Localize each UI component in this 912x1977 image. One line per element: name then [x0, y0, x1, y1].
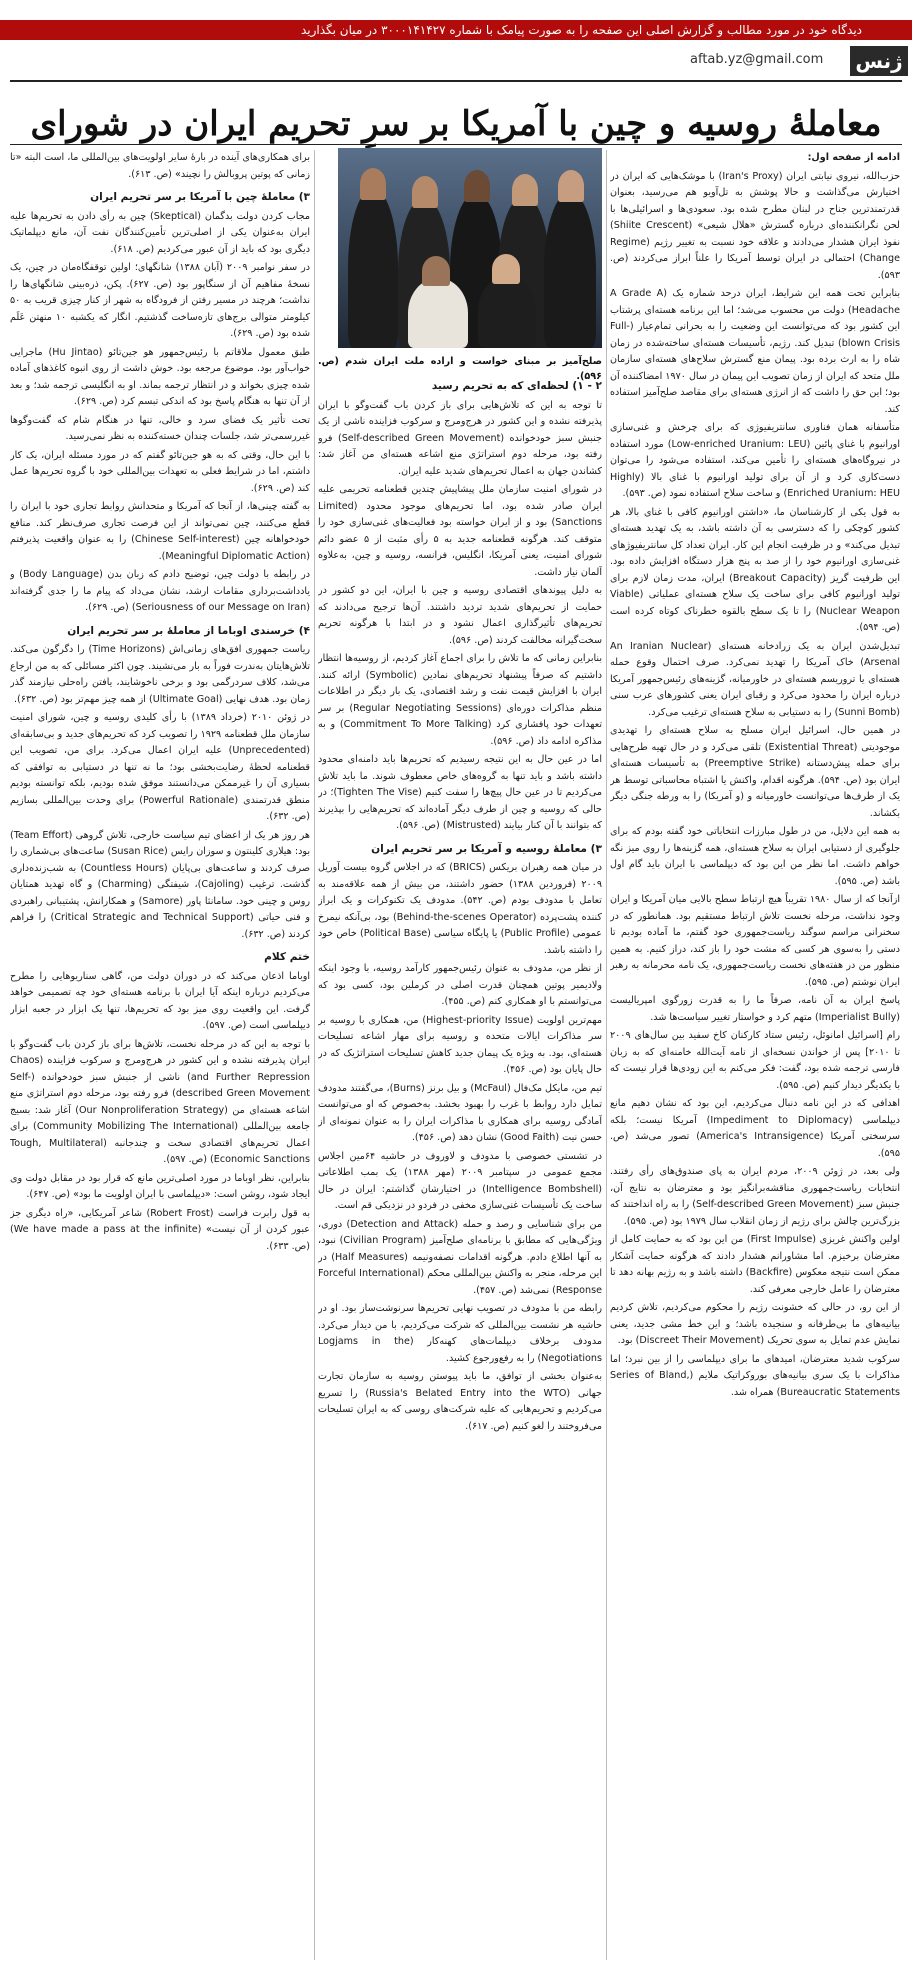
- paragraph: در همین حال، اسرائیل ایران مسلح به سلاح هسته‌ای را تهدیدی موجودیتی (Existential Threat) تلقی می‌کرد و در حال تهیه طرح‌هایی برای حمله پیش‌دستانه (Preemptive Strike) به تأسیسات هسته‌ای ایران بود (ص. ۵۹۴). هرگونه اقدام، واکنش یا اشتباه محاسباتی توسط هر یک از طرف‌ها می‌توانست خاورمیانه و (و آمریکا) را به ورطه جنگی دیگر بکشاند.: [610, 725, 900, 819]
- column-divider: [314, 150, 315, 1960]
- column-divider: [606, 150, 607, 1960]
- paragraph: مهم‌ترین اولویت (Highest-priority Issue) من، همکاری با روسیه بر سر مذاکرات ایالات متحده و روسیه برای مهار اشاعه تسلیحات هسته‌ای، بود. به ویژه یک پیمان جدید کاهش تسلیحات استراتژیک که در حال پایان بود (ص. ۴۵۶).: [318, 1014, 602, 1075]
- paragraph: در سفر نوامبر ۲۰۰۹ (آبان ۱۳۸۸) شانگهای؛ اولین توقفگاه‌مان در چین، یک نسخهٔ مفاهیم آن از سنگاپور بود (ص. ۶۲۷). پکن، ذره‌بینی شانگهای‌ها را نداشت؛ هرچند در مسیر رفتن از فرودگاه به شهر از کنار چیزی قریب به ۵۰ کیلومتر متوالی برج‌های تازه‌ساخت گذشتیم. انگار که یکشبه ۱۰ منهتن عَلَم شده بود (ص. ۶۲۹).: [10, 262, 310, 339]
- paragraph: با توجه به این که در مرحله نخست، تلاش‌ها برای باز کردن باب گفت‌وگو با ایران پذیرفته نشده و این کشور در هرج‌ومرج و سرکوب فزاینده (Chaos and Further Repression) ناشی از جنبش سبز خودخوانده (Self-described Green Movement) فرو رفته بود، مرحله دوم استراتژی منع اشاعه هسته‌ای من (Our Nonproliferation Strategy) آغاز شد: بسیج جامعه بین‌المللی (Community Mobilizing The International) برای اعمال تحریم‌های اقتصادی سخت و چندجانبه (Tough, Multilateral Economic Sanctions) (ص. ۵۹۷).: [10, 1038, 310, 1165]
- paragraph: به گفته چینی‌ها، از آنجا که آمریکا و متحدانش روابط تجاری خود با ایران را قطع می‌کنند، چین نمی‌تواند از این فرصت تجاری صرف‌نظر کند. منافع خودخواهانه چین (Chinese Self-interest) را به عنوان واقعیت پذیرفتم (Meaningful Diplomatic Action).: [10, 501, 310, 562]
- paragraph: بنابراین، نظر اوباما در مورد اصلی‌ترین مانع که قرار بود در مقابل دولت وی ایجاد شود، روشن است: «دیپلماسی با ایران اولویت ما بود» (ص. ۶۴۷).: [10, 1172, 310, 1200]
- paragraph: برای همکاری‌های آینده در بارهٔ سایر اولویت‌های بین‌المللی ما، است البته «تا زمانی که پوتین پروبالش را نچیند» (ص. ۶۱۳).: [10, 152, 310, 180]
- page-headline: معاملهٔ روسیه و چین با آمریکا بر سرِ تحریم ایران در شورای: [30, 104, 882, 144]
- paragraph: ولی بعد، در ژوئن ۲۰۰۹، مردم ایران به پای صندوق‌های رأی رفتند. انتخابات ریاست‌جمهوری مناقشه‌برانگیز بود و معترضان به نتایج آن، جنبش سبز (Self-described Green Movement) را به راه انداختند که بزرگ‌ترین چالش برای رژیم از زمان انقلاب سال ۱۹۷۹ بود (ص. ۵۹۵).: [610, 1166, 900, 1227]
- paragraph: به‌عنوان بخشی از توافق، ما باید پیوستن روسیه به سازمان تجارت جهانی (Russia's Belated Entry into the WTO) را تسریع می‌کردیم و تحریم‌هایی که علیه شرکت‌های روسی که به ایران تسلیحات می‌فروختند را لغو کنیم (ص. ۶۱۷).: [318, 1371, 602, 1432]
- paragraph: تحت تأثیر یک فضای سرد و خالی، تنها در هنگام شام که گفت‌وگوها غیررسمی‌تر شد، جلسات چندان خسته‌کننده به نظر نمی‌رسید.: [10, 414, 310, 442]
- paragraph: از این رو، در حالی که خشونت رژیم را محکوم می‌کردیم، تلاش کردیم بیانیه‌های ما بی‌طرفانه و سنجیده باشد؛ و این خط مشی جدید، یعنی نمایش عدم تمایل به سوی تحریک (Discreet Their Movement) بود.: [610, 1302, 900, 1346]
- paragraph: بنابراین زمانی که ما تلاش را برای اجماع آغاز کردیم، از روسیه‌ها انتظار داشتیم که صرفاً پیشنهاد تحریم‌های نمادین (Symbolic) ارائه کنند. ایران با افزایش قیمت نفت و رشد اقتصادی، یک بار دیگر در اطلاعات منظم مذاکرات دوره‌ای (Regular Negotiating Sessions) بر سر تعهدات خود پافشاری کرد (Commitment To More Talking) و به مذاکره ادامه داد (ص. ۵۹۶).: [318, 653, 602, 747]
- paragraph: به دلیل پیوندهای اقتصادی روسیه و چین با ایران، این دو کشور در حمایت از تحریم‌های شدید تردید داشتند. آن‌ها ترجیح می‌دادند که تحریم‌های تأثیرگذاری اعمال نشود و در ابتدا با هرگونه تحریم سخت‌گیرانه مخالفت کردند (ص. ۵۹۶).: [318, 585, 602, 646]
- paragraph: در ژوئن ۲۰۱۰ (خرداد ۱۳۸۹) با رأی کلیدی روسیه و چین، شورای امنیت سازمان ملل قطعنامه ۱۹۲۹ را تصویب کرد که تحریم‌های جدید و بی‌سابقه‌ای (Unprecedented) علیه ایران اعمال می‌کرد. برای من، تصویب این قطعنامه لحظهٔ رضایت‌بخشی بود؛ ما نه تنها در دستیابی به توافقی که بسیاری آن را غیرممکن می‌دانستند موفق شده بودیم، بلکه توانسته بودیم منطق قدرتمندی (Powerful Rationale) برای وحدت بین‌المللی بسازیم (ص. ۶۳۲).: [10, 712, 310, 822]
- sms-feedback-banner: [0, 20, 912, 40]
- paragraph: من برای شناسایی و رصد و حمله (Detection and Attack) دوری، ویژگی‌هایی که مطابق با برنامه‌ای صلح‌آمیز (Civilian Program) نبود، به آنها اطلاع دادم. هرگونه اقدامات نصفه‌ونیمه (Half Measures) در این مرحله، منجر به واکنش بین‌المللی محکم (Forceful International Response) نمی‌شد (ص. ۴۵۷).: [318, 1218, 602, 1296]
- paragraph: تیم من، مایکل مک‌فال (McFaul) و بیل برنز (Burns)، می‌گفتند مدودف تمایل دارد روابط با غرب را بهبود بخشد. به‌خصوص که او می‌توانست آمادگی روسیه برای همکاری با مذاکرات ایران را به عنوان نمونه‌ای از حسن نیت (Good Faith) نشان دهد (ص. ۴۵۶).: [318, 1082, 602, 1143]
- paragraph: به قول یکی از کارشناسان ما، «داشتن اورانیوم کافی با غنای بالا، هر کشور کوچکی را که دسترسی به آن داشته باشد، به یک تهدید هسته‌ای تبدیل می‌کند» و در ظرفیت انجام این کار. ایران تعداد کل سانتریفیوژهای غنی‌سازی اورانیوم خود را از صد به پنج هزار دستگاه افزایش داده بود. این ظرفیت گریز (Breakout Capacity) ایران، مدت زمان لازم برای تولید اورانیوم کافی برای ساخت یک سلاح هسته‌ای عملیاتی (Viable Nuclear Weapon) را تا یک سطح بالقوه خطرناک کوتاه کرده است (ص. ۵۹۴).: [610, 506, 900, 633]
- paragraph: اولین واکنش غریزی (First Impulse) من این بود که به حمایت کامل از معترضان برخیزم. اما مشاورانم هشدار دادند که هرگونه حمایت آشکار ممکن است نتیجه معکوس (Backfire) داشته باشد و به رژیم بهانه دهد تا معترضان را عامل خارجی معرفی کند.: [610, 1234, 900, 1295]
- paragraph: بنابراین تحت همه این شرایط، ایران درحد شماره یک (A Grade A Headache) دولت من محسوب می‌شد؛ اما این برنامه هسته‌ای پرشتاب این کشور بود که می‌توانست این وضعیت را به بحرانی تمام‌عیار (Full-blown Crisis) تبدیل کند. رژیم، تأسیسات هسته‌ای ساخته‌شده در زمان شاه را به ارث برده بود. پیمان منع گسترش سلاح‌های هسته‌ای سازمان ملل متحد که ایران از زمان تصویب این پیمان در سال ۱۹۷۰ امضاکننده آن بود؛ این حق را داشت که از انرژی هسته‌ای برای مقاصد صلح‌آمیز استفاده کند.: [610, 288, 900, 415]
- paragraph: از نظر من، مدودف به عنوان رئیس‌جمهور کارآمد روسیه، با وجود اینکه ولادیمیر پوتین همچنان قدرت اصلی در کرملین بود، کسی بود که می‌توانستم با او همکاری کنم (ص. ۴۵۵).: [318, 963, 602, 1007]
- photo-caption: صلح‌آمیز بر مبنای خواست و اراده ملت ایران شدم (ص. ۵۹۶).: [318, 356, 602, 382]
- paragraph: پاسخ ایران به آن نامه، صرفاً ما را به قدرت زورگوی امپریالیست (Imperialist Bully) متهم کرد و خواستار تغییر سیاست‌ها شد.: [610, 995, 900, 1023]
- section-heading: ۴) خرسندی اوباما از معاملهٔ بر سر تحریم ایران: [67, 624, 310, 637]
- headline-rule: [10, 144, 902, 145]
- section-tag: ژنس: [850, 46, 908, 76]
- header-rule: [10, 80, 902, 82]
- paragraph: مجاب کردن دولت بدگمان (Skeptical) چین به رأی دادن به تحریم‌ها علیه ایران به‌عنوان یکی از اصلی‌ترین تأمین‌کنندگان نفت آن، مانع دیپلماتیک دیگری بود که باید از آن عبور می‌کردیم (ص. ۶۱۸).: [10, 210, 310, 255]
- paragraph: حزب‌الله، نیروی نیابتی ایران (Iran's Proxy) با موشک‌هایی که ایران در اختیارش می‌گذاشت و حالا پوشش به تل‌آویو هم می‌رسید، بعنوان قدرتمندترین جناح در لبنان مطرح شده بود. سعودی‌ها و اسرائیلی‌ها با لحن نگرانکننده‌ای درباره گسترش «هلال شیعی» (Shiite Crescent) نفوذ ایران هشدار می‌دادند و علاقه خود نسبت به تغییر رژیم (Regime Change) احتمالی در ایران توسط آمریکا را علناً ابراز می‌کردند (ص. ۵۹۳).: [610, 170, 900, 281]
- paragraph: سرکوب شدید معترضان، امیدهای ما برای دیپلماسی را از بین نبرد؛ اما مذاکرات با یک سری بیانیه‌های بوروکراتیک ملایم (Series of Bland, Bureaucratic Statements) همراه شد.: [610, 1353, 900, 1398]
- continuation-note: ادامه از صفحه اول:: [807, 152, 900, 163]
- paragraph: رابطه من با مدودف در تصویب نهایی تحریم‌ها سرنوشت‌ساز بود. او در حاشیه هر نشست بین‌المللی که شرکت می‌کردیم، با من دیدار می‌کرد. مدودف برخلاف دیپلمات‌های کهنه‌کار (Logjams in the Negotiations) را به رفع‌ورجوع کشید.: [318, 1303, 602, 1364]
- paragraph: با این حال، وقتی که به هو جین‌تائو گفتم که در مورد مسئله ایران، یک کار داشتم، اما در شرایط فعلی به تعهدات بین‌المللی خود با گروه تحریم‌ها عمل کند (ص. ۶۲۹).: [10, 449, 310, 494]
- paragraph: ازآنجا که از سال ۱۹۸۰ تقریباً هیچ ارتباط سطح بالایی میان آمریکا و ایران وجود نداشت، مرحله نخست تلاش ارتباط مستقیم بود. همانطور که در سخنرانی مراسم سوگند ریاست‌جمهوری خود گفتم، ما آماده بودیم تا دستی را به‌سوی هر کسی که مشت خود را باز کند، دراز کنیم. به همین منظور من در هفته‌های نخست ریاست‌جمهوری، یک نامه محرمانه به رهبر ایران نوشتم (ص. ۵۹۵).: [610, 894, 900, 988]
- author-email: aftab.yz@gmail.com: [690, 52, 824, 67]
- paragraph: به قول رابرت فراست (Robert Frost) شاعر آمریکایی، «راه دیگری جز عبور کردن از آن نیست» (We have made a pass at the infinite) (ص. ۶۳۳).: [10, 1207, 310, 1252]
- paragraph: تبدیل‌شدن ایران به یک زرادخانه هسته‌ای (An Iranian Nuclear Arsenal) خاک آمریکا را تهدید نمی‌کرد. صرف احتمال وقوع حمله هسته‌ای یا تروریسم هسته‌ای در خاورمیانه، گزینه‌های رئیس‌جمهور آمریکا درباره ایران را محدود می‌کرد و رقبای ایران یعنی کشورهای عرب سنی (Sunni Bomb) را به دستیابی به سلاح هسته‌ای ترغیب می‌کرد.: [610, 640, 900, 718]
- paragraph: اوباما اذعان می‌کند که در دوران دولت من، گاهی سناریوهایی را مطرح می‌کردیم درباره اینکه آیا ایران با برنامه هسته‌ای خود چه تصمیمی خواهد گرفت. این واقعیت روی میز بود که تحریم‌ها، تنها یک ابزار در جعبه ابزار دیپلماسی است (ص. ۵۹۷).: [10, 970, 310, 1031]
- section-heading: ۳) معاملهٔ روسیه و آمریکا بر سر تحریم ایران: [371, 842, 602, 855]
- paragraph: هر روز هر یک از اعضای تیم سیاست خارجی، تلاش گروهی (Team Effort) بود: هیلاری کلینتون و سوزان رایس (Susan Rice) ساعت‌های بی‌شماری را صرف کردند و ساعت‌های بی‌پایان (Countless Hours) به شب‌زنده‌داری گذشت. ترغیب (Cajoling)، شیفتگی (Charming) و گاه تهدید همتایان روس و چینی خود. سامانثا پاور (Samore) و همکارانش، پشتیبانی راهبردی و فنی حیاتی (Critical Strategic and Technical Support) را فراهم کردند (ص. ۶۳۲).: [10, 829, 310, 940]
- section-heading: ختم کلام: [264, 951, 310, 963]
- paragraph: در تشستی خصوصی با مدودف و لاوروف در حاشیه ۶۴مین اجلاس مجمع عمومی در سپتامبر ۲۰۰۹ (مهر ۱۳۸۸) یک بمب اطلاعاتی (Intelligence Bombshell) در اختیارشان گذاشتم: ایران در حال ساخت یک تأسیسات غنی‌سازی مخفی در فردو در نزدیکی قم است.: [318, 1150, 602, 1211]
- paragraph: در شورای امنیت سازمان ملل پیشاپیش چندین قطعنامه تحریمی علیه ایران صادر شده بود، اما تحریم‌های موجود محدود (Limited Sanctions) بود و از ایران خواسته بود فعالیت‌های غنی‌سازی خود را متوقف کند. هرگونه قطعنامه جدید به ۵ رأی مثبت از ۵ عضو دائم شورای امنیت، یعنی آمریکا، انگلیس، فرانسه، روسیه و چین، به‌علاوه آلمان نیاز داشت.: [318, 484, 602, 578]
- article-column-middle: [318, 372, 602, 1960]
- paragraph: طبق معمول ملاقاتم با رئیس‌جمهور هو جین‌تائو (Hu Jintao) ماجرایی خواب‌آور بود. موضوع مرجعه بود. خوش داشت از روی انبوه کاغذهای آماده شده چیزی بخواند و در انتظار ترجمه بماند. او به انگلیسی ترجمه شد؛ و بعد از آن تنها به هنگام پاسخ بود که اندکی تبسم کرد (ص. ۶۲۹).: [10, 346, 310, 407]
- paragraph: اما در عین حال به این نتیجه رسیدیم که تحریم‌ها باید دامنه‌ای محدود داشته باشد و باید تنها به گروه‌های خاص معطوف شوند. ما باید تلاش می‌کردیم تا در عین حال پیچ‌ها را سفت کنیم (Tighten The Vise)؛ در حالی که روسیه و چین از طرف دیگر آماده‌اند که تحریم‌هایی را بپذیرند که بتوانند با آن کنار بیایند (Mistrusted) (ص. ۵۹۶).: [318, 754, 602, 831]
- paragraph: متأسفانه همان فناوری سانتریفیوژی که برای چرخش و غنی‌سازی اورانیوم با غنای پائین (Low-enriched Uranium: LEU) مورد استفاده در نیروگاه‌های هسته‌ای را تأمین می‌کند، استفاده می‌شود را می‌توان دست‌کاری کرد و از آن برای تولید اورانیوم با غنای بالا (Highly Enriched Uranium: HEU) و ساخت سلاح استفاده نمود (ص. ۵۹۳).: [610, 422, 900, 499]
- section-heading: ۳) معاملهٔ چین با آمریکا بر سر تحریم ایران: [90, 191, 310, 203]
- sms-feedback-text: دیدگاه خود در مورد مطالب و گزارش اصلی این صفحه را به صورت پیامک با شماره ۳۰۰۰۱۴۱۴۲۷ در میان بگذارید: [300, 23, 862, 37]
- paragraph: اهدافی که در این نامه دنبال می‌کردیم، این بود که نشان دهیم مانع دیپلماسی (Impediment to Diplomacy) آمریکا نیست؛ بلکه سرسختی آمریکا (America's Intransigence) تصور می‌شد (ص. ۵۹۵).: [610, 1098, 900, 1159]
- summit-leaders-photo: [338, 148, 602, 348]
- article-column-left: [10, 150, 310, 1960]
- paragraph: رام [اسرائیل امانوئل، رئیس ستاد کارکنان کاخ سفید بین سال‌های ۲۰۰۹ تا ۲۰۱۰] پس از خواندن نسخه‌ای از نامه آیت‌الله خامنه‌ای که به زبان فارسی ترجمه شده بود، گفت: فکر می‌کنم به این زودی‌ها قرار نیست که با یکدیگر دیدار کنیم (ص. ۵۹۵).: [610, 1030, 900, 1091]
- paragraph: در رابطه با دولت چین، توضیح دادم که زبان بدن (Body Language) و یادداشت‌برداری مقامات ارشد، نشان می‌داد که پیام ما را جدی گرفته‌اند (Seriousness of our Message on Iran) (ص. ۶۲۹).: [10, 569, 310, 613]
- paragraph: تا توجه به این که تلاش‌هایی برای باز کردن باب گفت‌وگو با ایران پذیرفته نشده و این کشور در هرج‌ومرج و سرکوب فزاینده ناشی از یک جنبش سبز خودخوانده (Self-described Green Movement) فرو رفته بود، مرحله دوم استراتژی منع اشاعه هسته‌ای من آغاز شد: کشاندن جهان به اعمال تحریم‌های شدید علیه ایران.: [318, 399, 602, 477]
- paragraph: به همه این دلایل، من در طول مبارزات انتخاباتی خود گفته بودم که برای جلوگیری از دستیابی ایران به سلاح هسته‌ای، همه گزینه‌ها را روی میز نگه خواهم داشت. اما نظر من این بود که دیپلماسی با ایران باید گام اول باشد (ص. ۵۹۵).: [610, 826, 900, 887]
- section-heading: ۲ - ۱) لحظه‌ای که به تحریم رسید: [431, 380, 602, 392]
- paragraph: در میان همه رهبران بریکس (BRICS) که در اجلاس گروه بیست آوریل ۲۰۰۹ (فروردین ۱۳۸۸) حضور داشتند، من بیش از همه علاقه‌مند به تعامل با مدودف بودم (ص. ۵۴۲). مدودف یک تکنوکرات و یک ابراز کننده پشت‌پرده (Behind-the-scenes Operator) بود، بی‌آنکه نیمرخ عمومی (Public Profile) یا پایگاه سیاسی (Political Base) خاص خود را داشته باشد.: [318, 862, 602, 956]
- article-column-right: [610, 150, 900, 1960]
- paragraph: ریاست جمهوری افق‌های زمانی‌اش (Time Horizons) را دگرگون می‌کند. تلاش‌هایتان به‌ندرت فوراً به بار می‌نشیند. چون اکثر مسائلی که به من ارجاع می‌شد، کلاف سردرگمی بود و برخی ناخوشایند، یافتن راه‌حلی نیازمند گذر زمان بود. هدف نهایی (Ultimate Goal) از همه چیز مهم‌تر بود (ص. ۶۳۲).: [10, 644, 310, 705]
